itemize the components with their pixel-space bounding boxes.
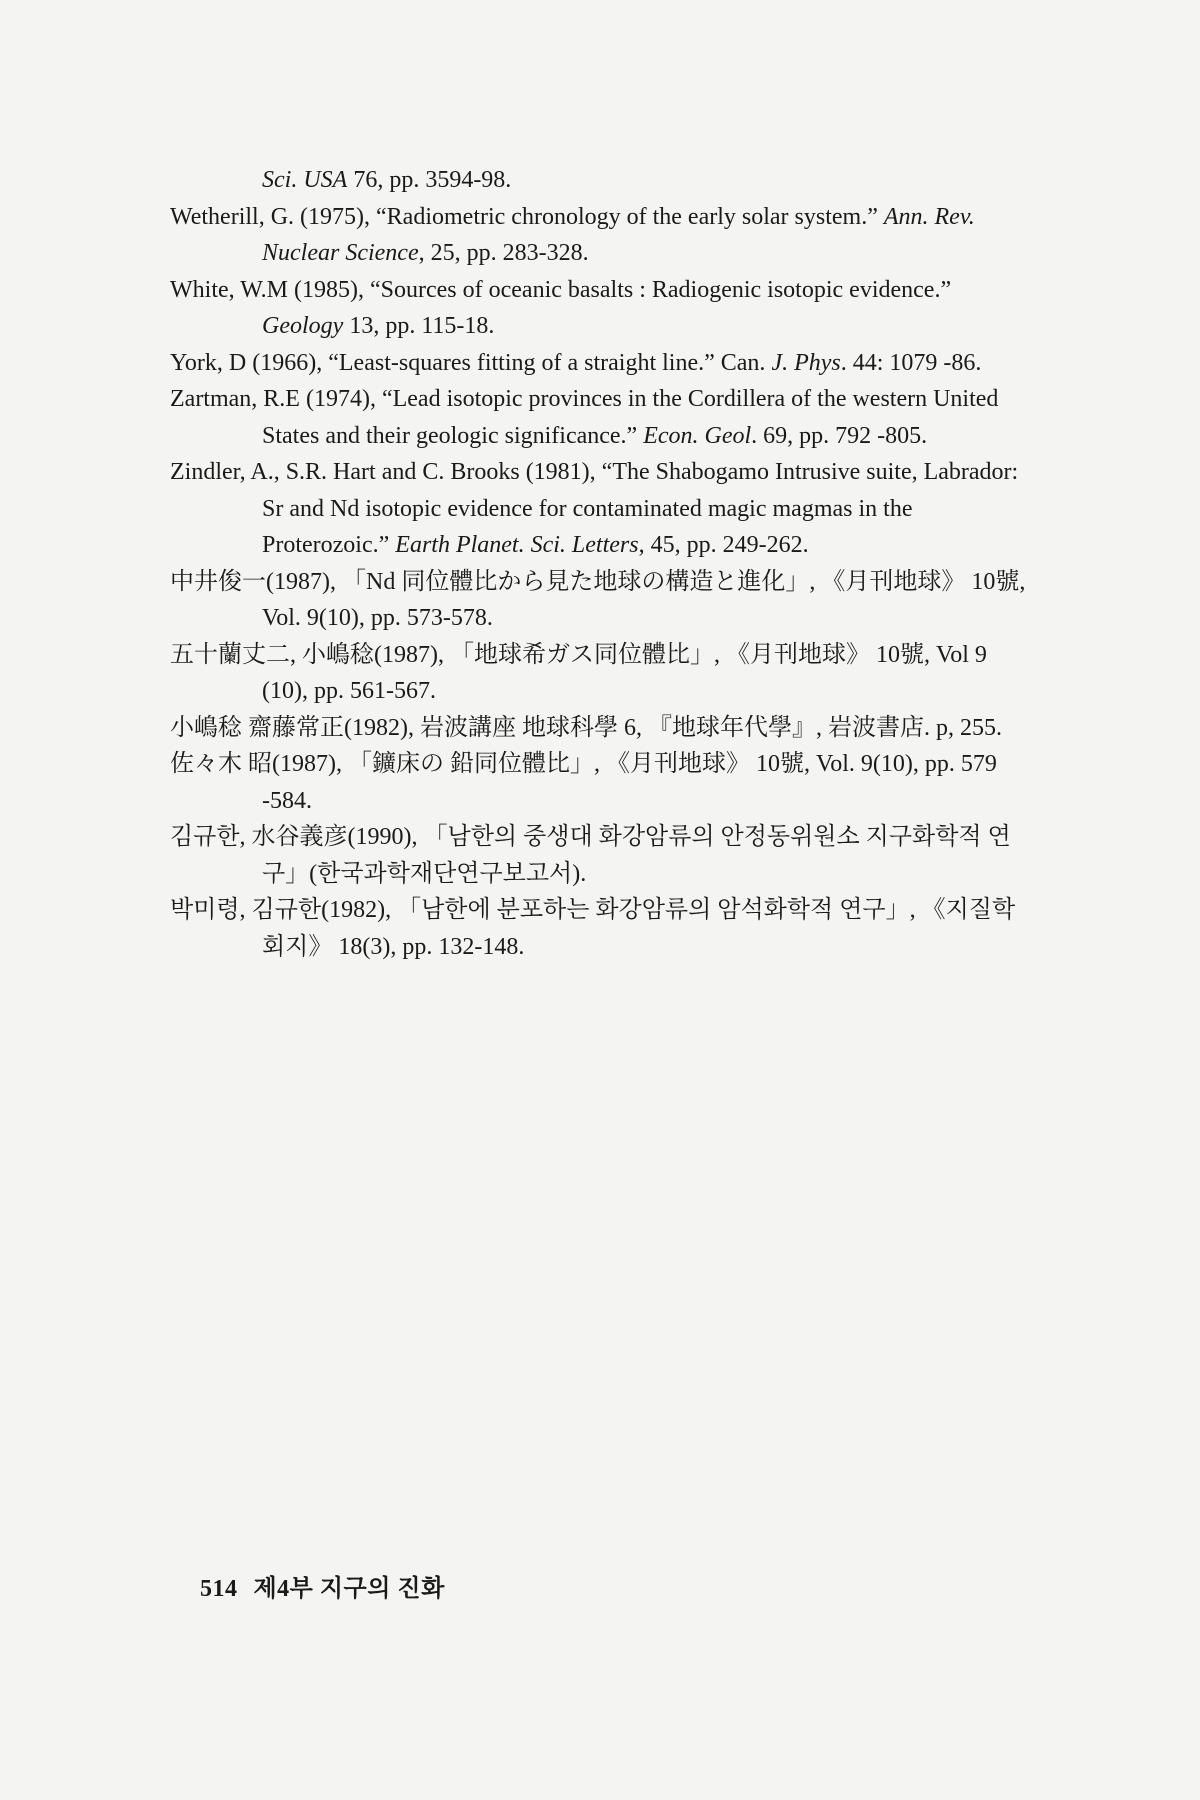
journal-name: Econ. Geol — [643, 422, 752, 449]
reference-entry — [170, 345, 1032, 382]
journal-name: Earth Planet. Sci. Letters — [395, 532, 639, 558]
citation-detail: . 69, pp. 792 -805. — [751, 422, 928, 449]
reference-entry — [170, 710, 1032, 747]
citation-text: York, D (1966), “Least-squares fitting of a straight line.” Can. — [170, 349, 772, 376]
citation-text: Zartman, R.E (1974), “Lead isotopic provinces in the Cordillera of the western United States and their geologic significance.” — [170, 386, 999, 449]
citation-detail: 76, pp. 3594-98. — [347, 167, 512, 193]
citation-text: 小嶋稔 齋藤常正(1982), 岩波講座 地球科學 6, 『地球年代學』, 岩波書店. p, 255. — [170, 714, 1002, 741]
reference-entry — [170, 637, 1032, 710]
reference-entry — [170, 892, 1032, 965]
journal-name: Ann. Rev. Nuclear Science — [262, 203, 975, 266]
citation-detail: , 45, pp. 249-262. — [638, 532, 809, 558]
reference-entry — [170, 819, 1032, 892]
journal-name: Geology — [262, 313, 344, 339]
reference-entry — [170, 564, 1032, 637]
reference-entry — [170, 746, 1032, 819]
citation-text: White, W.M (1985), “Sources of oceanic basalts : Radiogenic isotopic evidence.” — [170, 276, 952, 303]
page-footer — [200, 1568, 445, 1603]
citation-text: 김규한, 水谷義彦(1990), 「남한의 중생대 화강암류의 안정동위원소 지구화학적 연구」(한국과학재단연구보고서). — [170, 824, 1011, 887]
reference-entry — [170, 381, 1032, 454]
reference-entry — [170, 454, 1032, 564]
citation-detail: 13, pp. 115-18. — [343, 313, 495, 339]
citation-detail: . 44: 1079 -86. — [840, 349, 982, 376]
page-number: 514 — [200, 1576, 238, 1602]
reference-entry — [170, 199, 1032, 272]
citation-detail: , 25, pp. 283-328. — [418, 240, 589, 266]
citation-text: 박미령, 김규한(1982), 「남한에 분포하는 화강암류의 암석화학적 연구」, 《지질학회지》 18(3), pp. 132-148. — [170, 897, 1016, 960]
reference-entry — [262, 162, 1032, 199]
reference-list — [170, 162, 1032, 965]
citation-text: Wetherill, G. (1975), “Radiometric chronology of the early solar system.” — [170, 203, 884, 230]
citation-text: 中井俊一(1987), 「Nd 同位體比から見た地球の構造と進化」, 《月刊地球》 10號, Vol. 9(10), pp. 573-578. — [170, 568, 1026, 631]
citation-text: Zindler, A., S.R. Hart and C. Brooks (1981), “The Shabogamo Intrusive suite, Labrador: Sr and Nd isotopic evidence for contaminated magic magmas in the Proterozoic.” — [170, 459, 1019, 558]
journal-name: Sci. USA — [262, 167, 348, 193]
reference-entry — [170, 272, 1032, 345]
citation-text: 佐々木 昭(1987), 「鑛床の 鉛同位體比」, 《月刊地球》 10號, Vol. 9(10), pp. 579 -584. — [170, 751, 997, 814]
journal-name: J. Phys — [771, 349, 841, 376]
citation-text: 五十蘭丈二, 小嶋稔(1987), 「地球希ガス同位體比」, 《月刊地球》 10號, Vol 9 (10), pp. 561-567. — [170, 641, 987, 704]
section-title: 제4부 지구의 진화 — [253, 1576, 445, 1602]
